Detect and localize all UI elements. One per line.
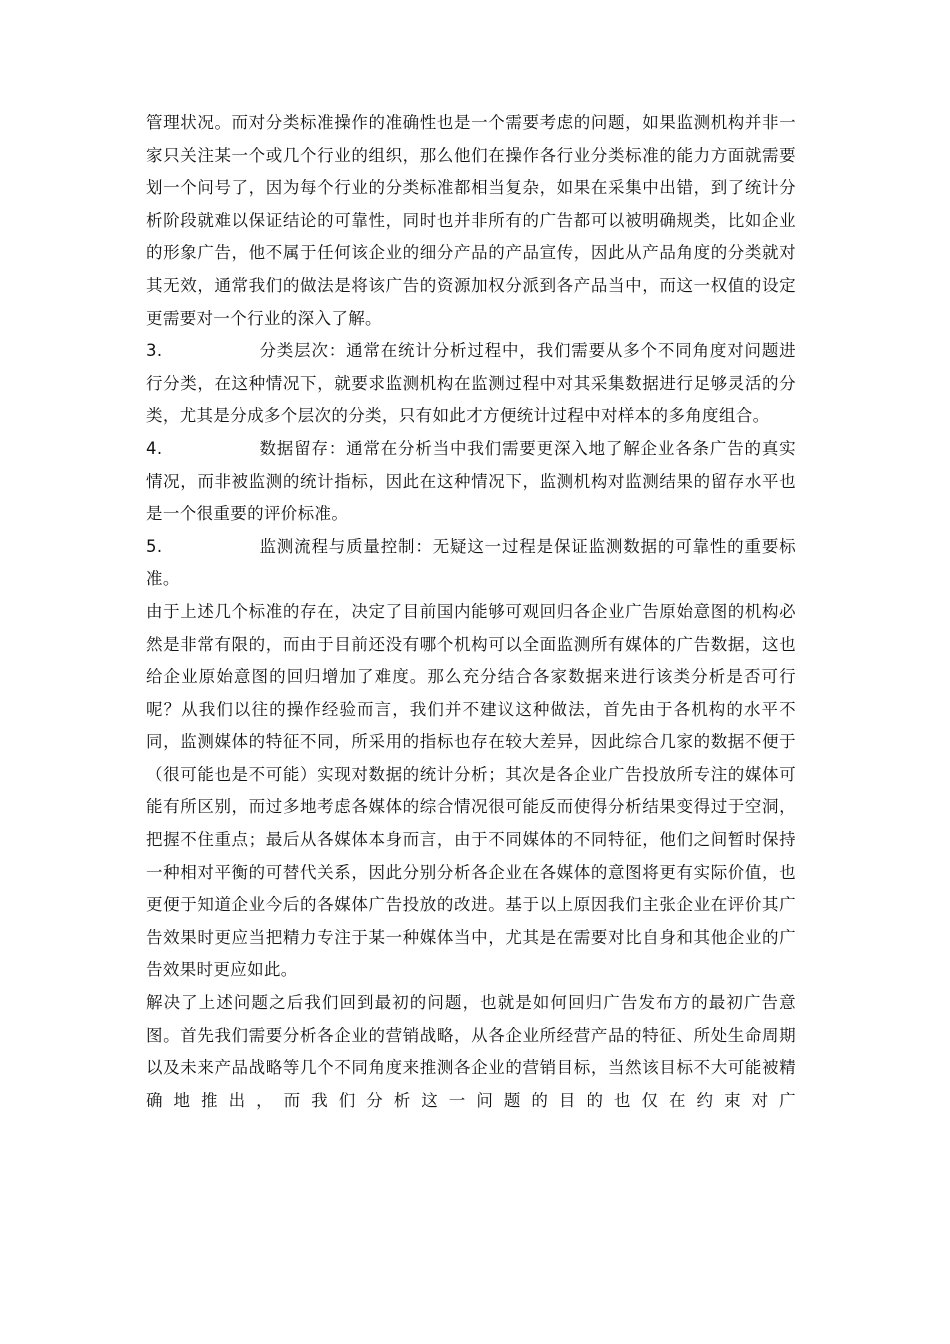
paragraph-intro: 管理状况。而对分类标准操作的准确性也是一个需要考虑的问题，如果监测机构并非一家只关注某一个或几个行业的组织，那么他们在操作各行业分类标准的能力方面就需要划一个问号了，因为每个行业的分类标准都相当复杂，如果在采集中出错，到了统计分析阶段就难以保证结论的可靠性，同时也并非所有的广告都可以被明确规类，比如企业的形象广告，他不属于任何该企业的细分产品的产品宣传，因此从产品角度的分类就对其无效，通常我们的做法是将该广告的资源加权分派到各产品当中，而这一权值的设定更需要对一个行业的深入了解。: [146, 113, 796, 328]
list-item-4: [146, 433, 796, 531]
list-item-number: 3.: [146, 341, 163, 361]
list-item-5: [146, 531, 796, 596]
document-body: [146, 107, 796, 1117]
list-item-number: 4.: [146, 438, 163, 458]
list-item-text: 监测流程与质量控制：无疑这一过程是保证监测数据的可靠性的重要标准。: [146, 536, 796, 589]
list-item-3: [146, 335, 796, 433]
list-item-text: 分类层次：通常在统计分析过程中，我们需要从多个不同角度对问题进行分类，在这种情况下，就要求监测机构在监测过程中对其采集数据进行足够灵活的分类，尤其是分成多个层次的分类，只有如此才方便统计过程中对样本的多角度组合。: [146, 341, 796, 426]
list-item-text: 数据留存：通常在分析当中我们需要更深入地了解企业各条广告的真实情况，而非被监测的统计指标，因此在这种情况下，监测机构对监测结果的留存水平也是一个很重要的评价标准。: [146, 438, 796, 524]
list-item-number: 5.: [146, 536, 163, 556]
paragraph-standards: 由于上述几个标准的存在，决定了目前国内能够可观回归各企业广告原始意图的机构必然是非常有限的，而由于目前还没有哪个机构可以全面监测所有媒体的广告数据，这也给企业原始意图的回归增加了难度。那么充分结合各家数据来进行该类分析是否可行呢？从我们以往的操作经验而言，我们并不建议这种做法，首先由于各机构的水平不同，监测媒体的特征不同，所采用的指标也存在较大差异，因此综合几家的数据不便于（很可能也是不可能）实现对数据的统计分析；其次是各企业广告投放所专注的媒体可能有所区别，而过多地考虑各媒体的综合情况很可能反而使得分析结果变得过于空洞，把握不住重点；最后从各媒体本身而言，由于不同媒体的不同特征，他们之间暂时保持一种相对平衡的可替代关系，因此分别分析各企业在各媒体的意图将更有实际价值，也更便于知道企业今后的各媒体广告投放的改进。基于以上原因我们主张企业在评价其广告效果时更应当把精力专注于某一种媒体当中，尤其是在需要对比自身和其他企业的广告效果时更应如此。: [146, 601, 796, 980]
paragraph-solution: 解决了上述问题之后我们回到最初的问题，也就是如何回归广告发布方的最初广告意图。首先我们需要分析各企业的营销战略，从各企业所经营产品的特征、所处生命周期以及未来产品战略等几个不同角度来推测各企业的营销目标，当然该目标不大可能被精确地推出，而我们分析这一问题的目的也仅在约束对广: [146, 993, 796, 1110]
